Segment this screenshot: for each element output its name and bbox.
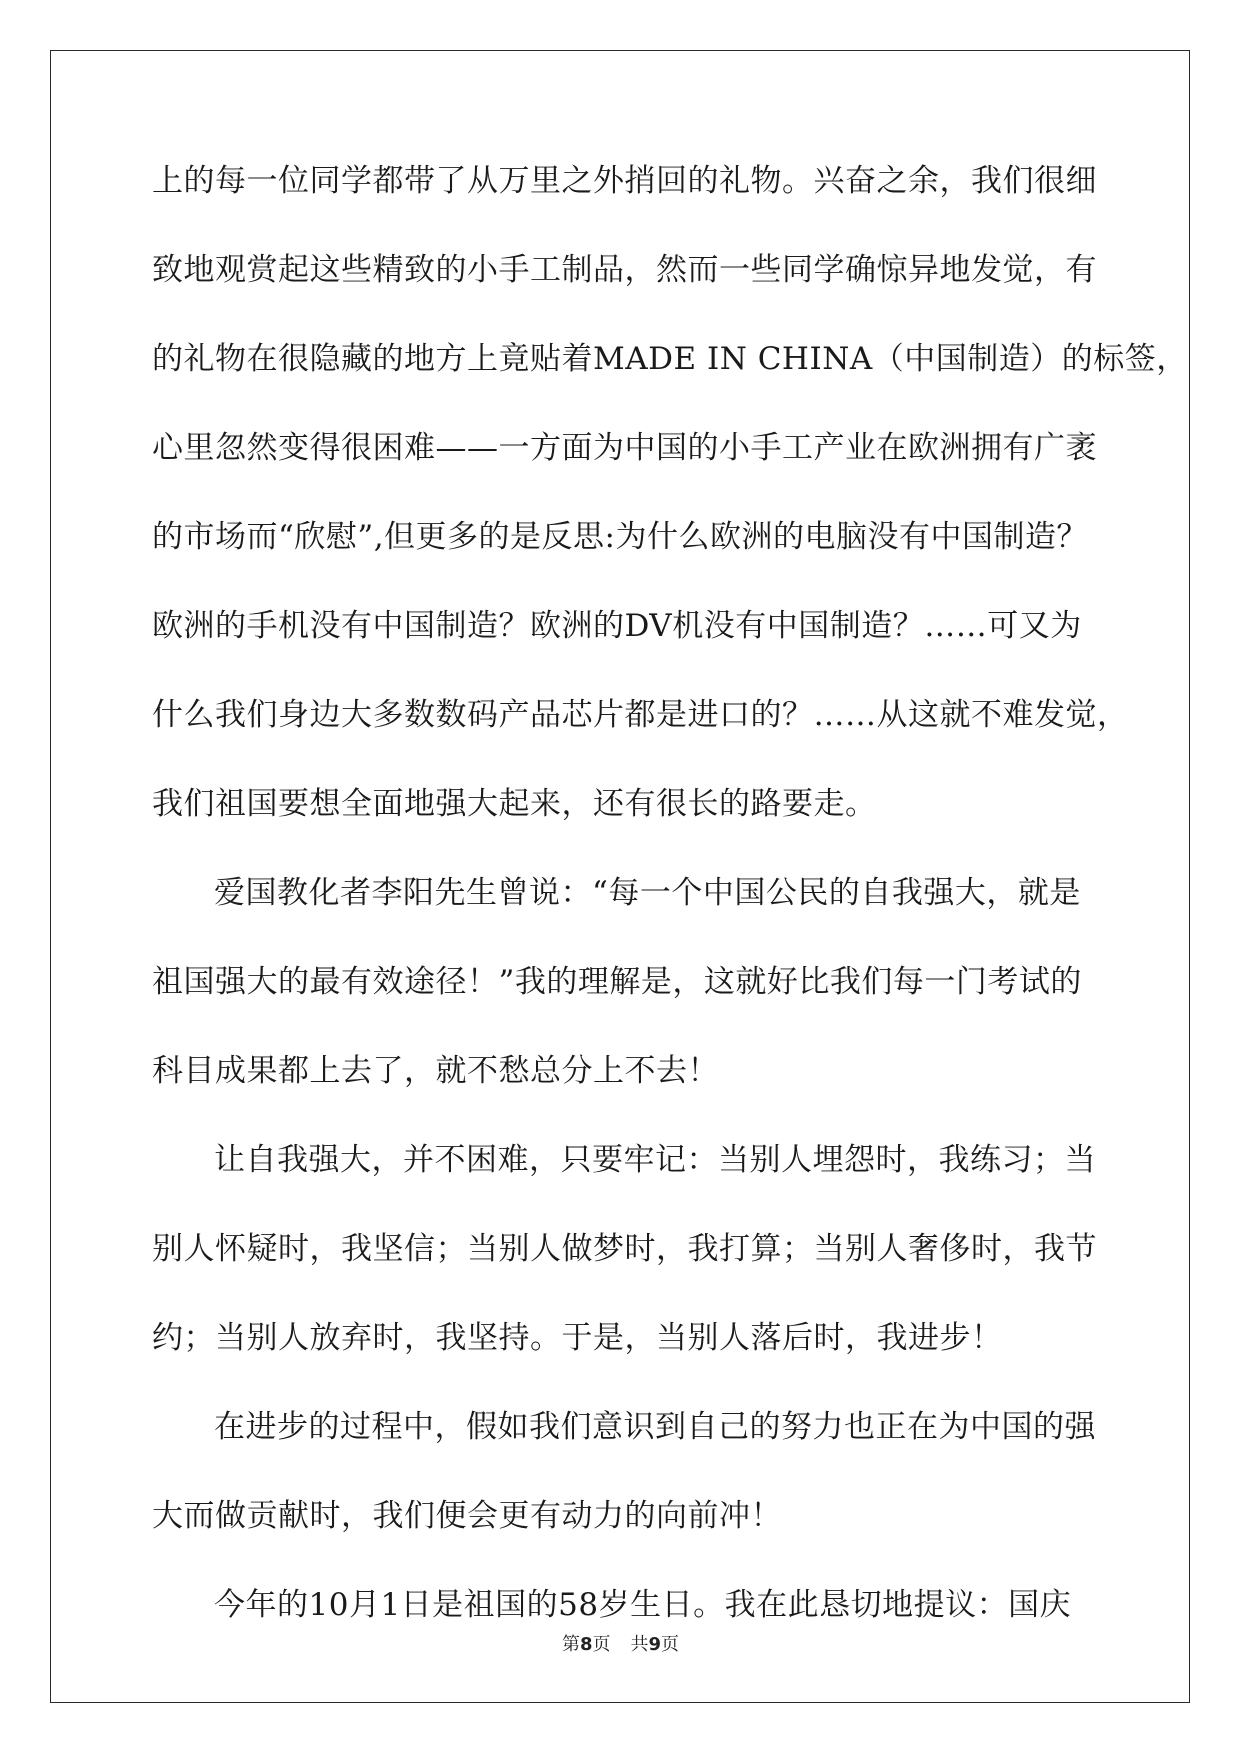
text-line: 的市场而“欣慰”,但更多的是反思:为什么欧洲的电脑没有中国制造？ (152, 519, 1088, 555)
page-prefix: 第 (561, 1634, 580, 1655)
text-line: 别人怀疑时，我坚信；当别人做梦时，我打算；当别人奢侈时，我节 (152, 1231, 1097, 1267)
page-number: 8 (579, 1634, 593, 1655)
text-line: 在进步的过程中，假如我们意识到自己的努力也正在为中国的强 (214, 1409, 1096, 1445)
text-line: 致地观赏起这些精致的小手工制品，然而一些同学确惊异地发觉，有 (152, 252, 1097, 288)
total-suffix: 页 (661, 1634, 680, 1655)
text-line: 的礼物在很隐藏的地方上竟贴着MADE IN CHINA（中国制造）的标签， (152, 341, 1188, 377)
text-line: 欧洲的手机没有中国制造？欧洲的DV机没有中国制造？……可又为 (152, 608, 1082, 644)
text-line: 大而做贡献时，我们便会更有动力的向前冲！ (152, 1498, 782, 1534)
text-line: 什么我们身边大多数数码产品芯片都是进口的？……从这就不难发觉， (152, 697, 1129, 733)
text-line: 让自我强大，并不困难，只要牢记：当别人埋怨时，我练习；当 (214, 1142, 1096, 1178)
page-suffix: 页 (592, 1634, 611, 1655)
total-pages: 9 (648, 1634, 662, 1655)
total-prefix: 共 (630, 1634, 649, 1655)
text-line: 我们祖国要想全面地强大起来，还有很长的路要走。 (152, 786, 877, 822)
text-line: 爱国教化者李阳先生曾说：“每一个中国公民的自我强大，就是 (214, 875, 1081, 911)
text-line: 上的每一位同学都带了从万里之外捎回的礼物。兴奋之余，我们很细 (152, 163, 1097, 199)
text-line: 心里忽然变得很困难——一方面为中国的小手工产业在欧洲拥有广袤 (152, 430, 1097, 466)
document-body (152, 158, 1188, 1671)
text-line: 今年的10月1日是祖国的58岁生日。我在此恳切地提议：国庆 (214, 1587, 1072, 1623)
text-line: 祖国强大的最有效途径！”我的理解是，这就好比我们每一门考试的 (152, 964, 1082, 1000)
text-line: 约；当别人放弃时，我坚持。于是，当别人落后时，我进步！ (152, 1320, 1003, 1356)
page-footer (0, 1630, 1241, 1656)
text-line: 科目成果都上去了，就不愁总分上不去！ (152, 1053, 719, 1089)
